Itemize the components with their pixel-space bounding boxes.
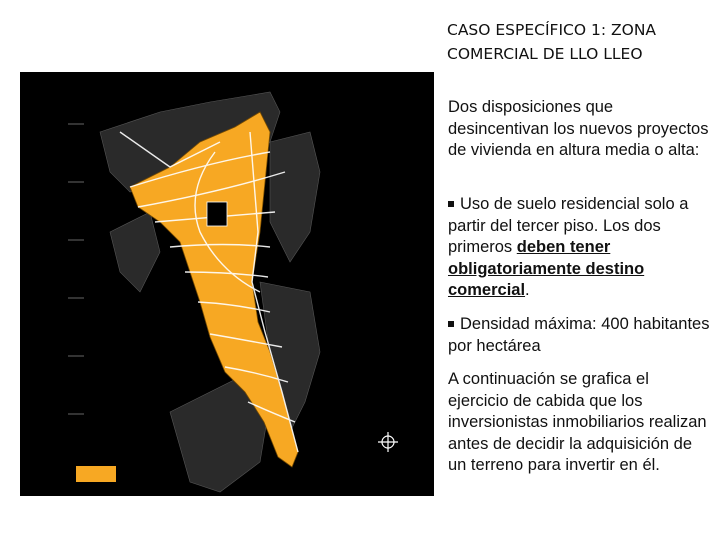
intro-paragraph: Dos disposiciones que desincentivan los nuevos proyectos de vivienda en altura media o alta: (448, 98, 709, 160)
closing-paragraph: A continuación se grafica el ejercicio de cabida que los inversionistas inmobiliarios realizan antes de decidir la adquisición de un terreno para invertir en él. (448, 370, 707, 475)
title-line-2: COMERCIAL DE LLO LLEO (447, 45, 643, 63)
bullet1-end: . (525, 281, 530, 300)
map-drawing (20, 72, 434, 496)
bullet-density (448, 314, 710, 357)
bullet1-emphasis: deben tener obligatoriamente destino comercial (448, 238, 645, 300)
bullet-residential-use (448, 194, 710, 302)
bullet2-text: Densidad máxima: 400 habitantes por hectárea (448, 315, 710, 355)
bullet-square-icon (448, 321, 454, 327)
title-line-1: CASO ESPECÍFICO 1: ZONA (447, 21, 657, 39)
slide-title (447, 18, 707, 66)
legend-swatch (76, 466, 116, 482)
bullet-square-icon (448, 201, 454, 207)
bullet1-start: Uso de suelo residencial solo a partir del tercer piso. Los dos primeros (448, 195, 689, 257)
zoning-map (20, 72, 434, 496)
plaza-block (207, 202, 227, 226)
